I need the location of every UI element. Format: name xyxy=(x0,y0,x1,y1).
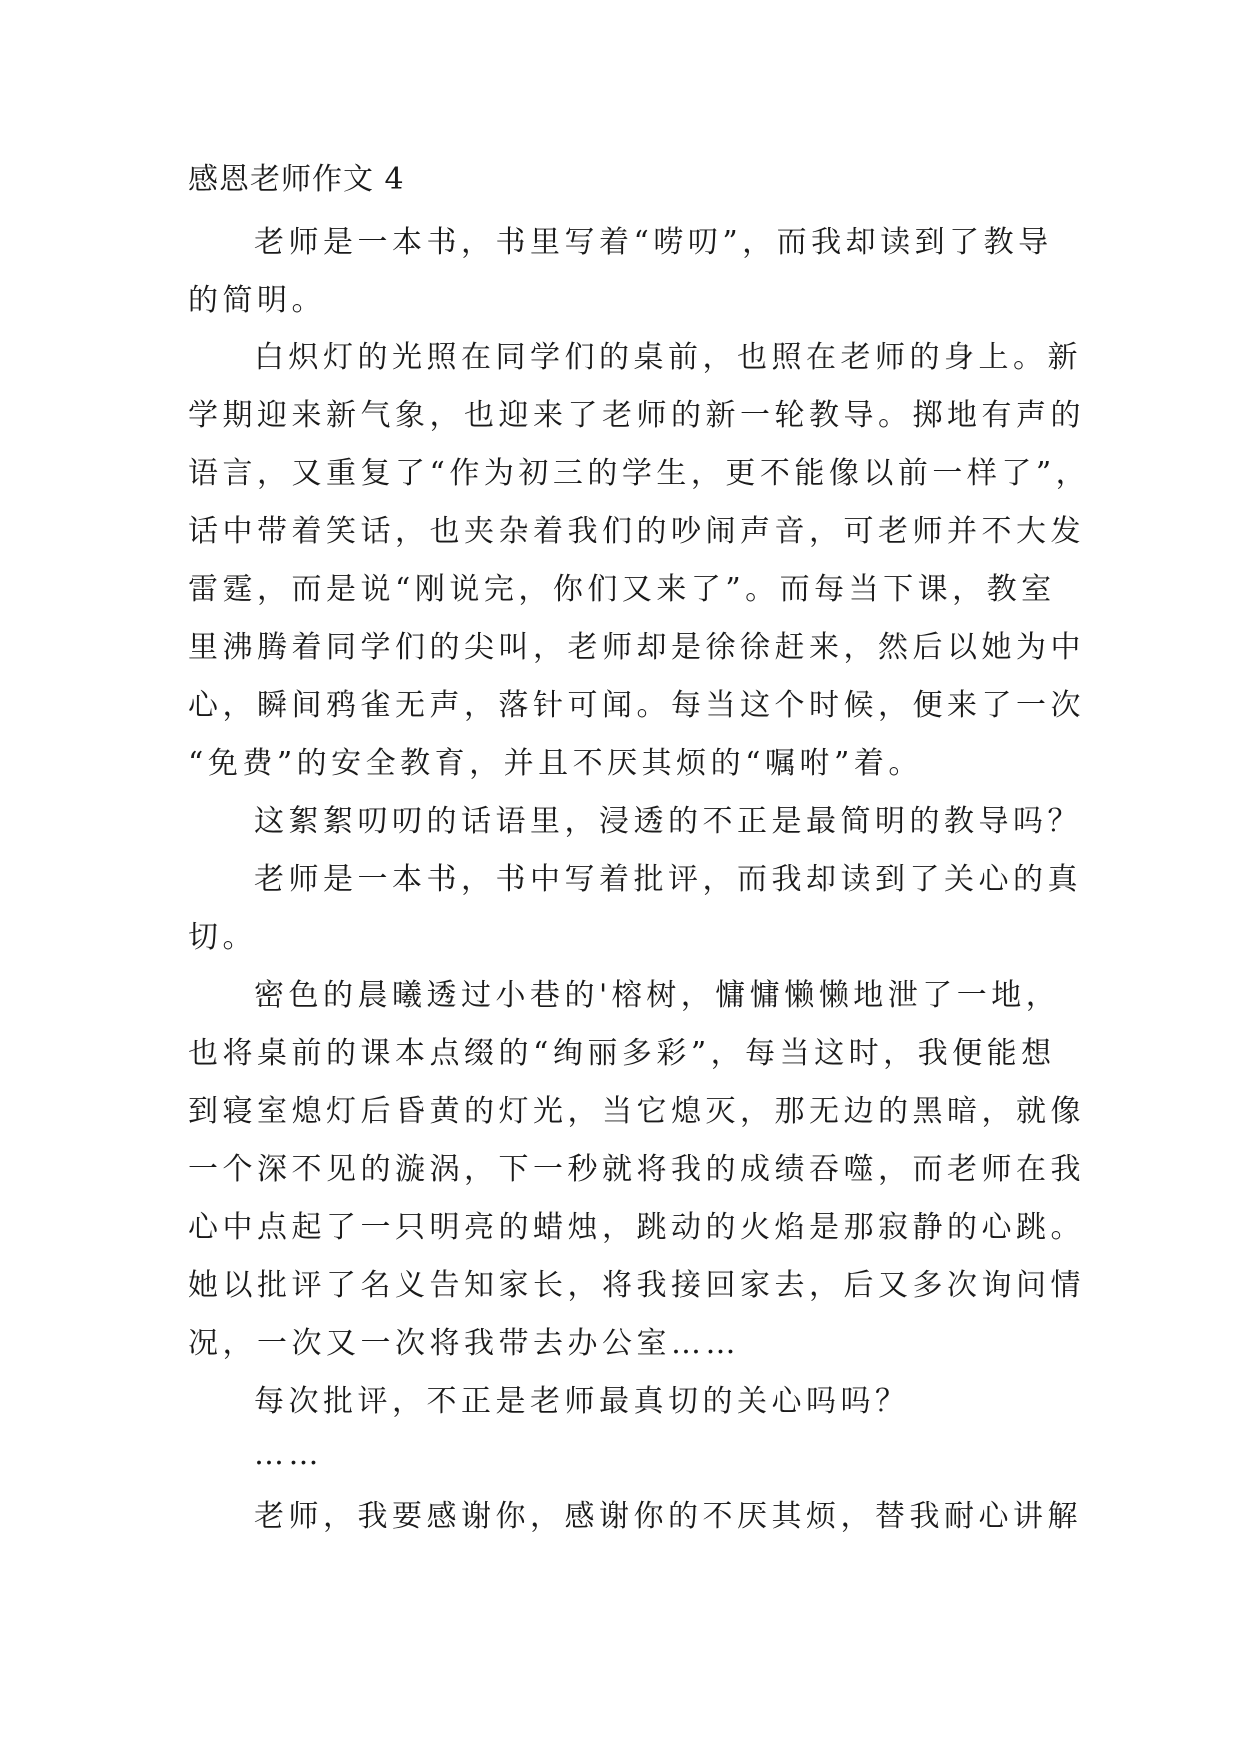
text-line: 老师是一本书，书里写着“唠叨”，而我却读到了教导 xyxy=(254,225,1053,260)
text-line: 学期迎来新气象，也迎来了老师的新一轮教导。掷地有声的 xyxy=(188,398,1085,433)
text-line: 白炽灯的光照在同学们的桌前，也照在老师的身上。新 xyxy=(254,340,1082,375)
text-line: 一个深不见的漩涡，下一秒就将我的成绩吞噬，而老师在我 xyxy=(188,1152,1085,1187)
text-line: 也将桌前的课本点缀的“绚丽多彩”，每当这时，我便能想 xyxy=(188,1036,1056,1071)
text-line: 切。 xyxy=(188,920,257,955)
text-line: 她以批评了名义告知家长，将我接回家去，后又多次询问情 xyxy=(188,1268,1085,1303)
text-line: 到寝室熄灯后昏黄的灯光，当它熄灭，那无边的黑暗，就像 xyxy=(188,1094,1085,1129)
text-line: 语言，又重复了“作为初三的学生，更不能像以前一样了”， xyxy=(188,456,1091,491)
text-line: 心中点起了一只明亮的蜡烛，跳动的火焰是那寂静的心跳。 xyxy=(188,1210,1085,1245)
text-line: 雷霆，而是说“刚说完，你们又来了”。而每当下课，教室 xyxy=(188,572,1056,607)
document-title: 感恩老师作文 4 xyxy=(188,162,405,197)
text-line: 况，一次又一次将我带去办公室…… xyxy=(188,1326,740,1361)
text-line: 的简明。 xyxy=(188,283,326,318)
text-line: 心，瞬间鸦雀无声，落针可闻。每当这个时候，便来了一次 xyxy=(188,688,1085,723)
text-line: 这絮絮叨叨的话语里，浸透的不正是最简明的教导吗？ xyxy=(254,804,1082,839)
text-line: “免费”的安全教育，并且不厌其烦的“嘱咐”着。 xyxy=(188,746,923,781)
text-line: 话中带着笑话，也夹杂着我们的吵闹声音，可老师并不大发 xyxy=(188,514,1085,549)
text-line: 老师是一本书，书中写着批评，而我却读到了关心的真 xyxy=(254,862,1082,897)
text-line: 密色的晨曦透过小巷的'榕树，慵慵懒懒地泄了一地， xyxy=(254,978,1061,1013)
text-line: 每次批评，不正是老师最真切的关心吗吗？ xyxy=(254,1384,910,1419)
text-line: 老师，我要感谢你，感谢你的不厌其烦，替我耐心讲解 xyxy=(254,1499,1082,1534)
text-line: …… xyxy=(254,1437,323,1472)
text-line: 里沸腾着同学们的尖叫，老师却是徐徐赶来，然后以她为中 xyxy=(188,630,1085,665)
